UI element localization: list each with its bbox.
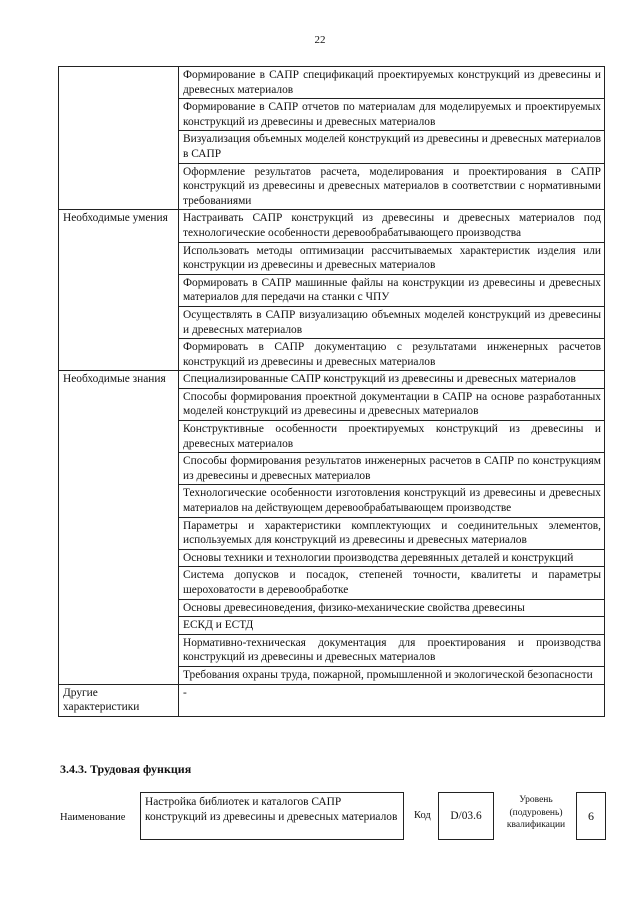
action-item: Формирование в САПР отчетов по материалам для моделируемых и проектируемых конструкций из древесины и древесных материалов [179,99,605,131]
function-name-value: Настройка библиотек и каталогов САПР конструкций из древесины и древесных материалов [140,792,404,840]
other-characteristics-value: - [179,684,605,716]
action-item: Визуализация объемных моделей конструкций из древесины и древесных материалов в САПР [179,131,605,163]
skill-item: Использовать методы оптимизации рассчитываемых характеристик изделия или конструкции из древесины и древесных материалов [179,242,605,274]
knowledge-label: Необходимые знания [59,371,179,684]
skill-item: Настраивать САПР конструкций из древесины и древесных материалов под технологические особенности деревообрабатывающего производства [179,210,605,242]
function-code-label: Код [414,810,431,821]
page-number: 22 [314,34,326,46]
function-name-label: Наименование [60,812,126,823]
action-item: Оформление результатов расчета, моделирования и проектирования в САПР конструкций из древесины и древесных материалов в соответствии с нормативными требованиями [179,163,605,210]
qualification-level-value: 6 [576,792,606,840]
knowledge-item: ЕСКД и ЕСТД [179,617,605,635]
knowledge-item: Технологические особенности изготовления конструкций из древесины и древесных материалов на действующем деревообрабатывающем производстве [179,485,605,517]
skill-item: Осуществлять в САПР визуализацию объемных моделей конструкций из древесины и древесных материалов [179,306,605,338]
action-item: Формирование в САПР спецификаций проектируемых конструкций из древесины и древесных материалов [179,67,605,99]
other-characteristics-label: Другие характеристики [59,684,179,716]
skill-item: Формировать в САПР документацию с результатами инженерных расчетов конструкций из древесины и древесных материалов [179,339,605,371]
knowledge-item: Способы формирования результатов инженерных расчетов в САПР по конструкциям из древесины и древесных материалов [179,453,605,485]
table-row [59,67,605,99]
labor-function-table [58,66,605,717]
skills-label: Необходимые умения [59,210,179,371]
knowledge-item: Основы техники и технологии производства деревянных деталей и конструкций [179,549,605,567]
category-cell-empty [59,67,179,210]
knowledge-item: Способы формирования проектной документации в САПР на основе разработанных моделей конструкций из древесины и древесных материалов [179,388,605,420]
function-code-value: D/03.6 [438,792,494,840]
knowledge-item: Требования охраны труда, пожарной, промышленной и экологической безопасности [179,666,605,684]
knowledge-item: Основы древесиноведения, физико-механические свойства древесины [179,599,605,617]
table-row [59,371,605,389]
labor-function-header [60,792,608,852]
table-row [59,210,605,242]
skill-item: Формировать в САПР машинные файлы на конструкции из древесины и древесных материалов для передачи на станки с ЧПУ [179,274,605,306]
section-title: 3.4.3. Трудовая функция [60,762,192,776]
knowledge-item: Система допусков и посадок, степеней точности, квалитеты и параметры шероховатости в деревообработке [179,567,605,599]
knowledge-item: Специализированные САПР конструкций из древесины и древесных материалов [179,371,605,389]
table-row [59,684,605,716]
knowledge-item: Нормативно-техническая документация для проектирования и производства конструкций из древесины и древесных материалов [179,634,605,666]
knowledge-item: Параметры и характеристики комплектующих и соединительных элементов, используемых для конструкций из древесины и древесных материалов [179,517,605,549]
knowledge-item: Конструктивные особенности проектируемых конструкций из древесины и древесных материалов [179,421,605,453]
qualification-level-label: Уровень (подуровень) квалификации [506,795,566,830]
